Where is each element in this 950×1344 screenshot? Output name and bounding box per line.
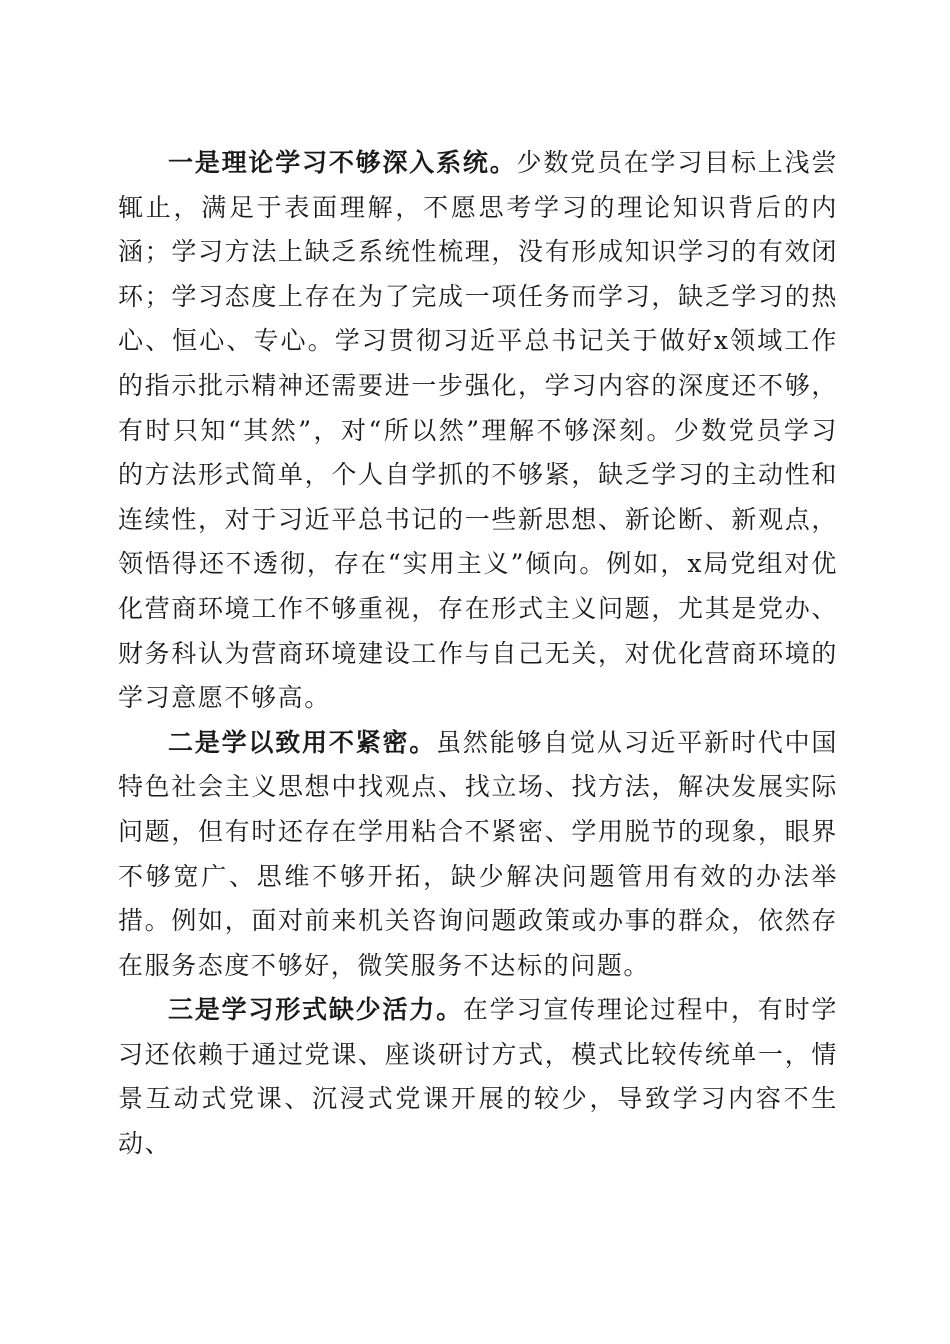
paragraph-2-heading: 二是学以致用不紧密。 — [168, 727, 437, 757]
paragraph-1-text: 少数党员在学习目标上浅尝辄止，满足于表面理解，不愿思考学习的理论知识背后的内涵；学习方法上缺乏系统性梳理，没有形成知识学习的有效闭环；学习态度上存在为了完成一项任务而学习，缺乏学习的热心、恒心、专心。学习贯彻习近平总书记关于做好x领域工作的指示批示精神还需要进一步强化，学习内容的深度还不够，有时只知“其然”，对“所以然”理解不够深刻。少数党员学习的方法形式简单，个人自学抓的不够紧，缺乏学习的主动性和连续性，对于习近平总书记的一些新思想、新论断、新观点，领悟得还不透彻，存在“实用主义”倾向。例如，x局党组对优化营商环境工作不够重视，存在形式主义问题，尤其是党办、财务科认为营商环境建设工作与自己无关，对优化营商环境的学习意愿不够高。 — [118, 148, 839, 713]
paragraph-1 — [118, 141, 838, 721]
paragraph-3-text: 在学习宣传理论过程中，有时学习还依赖于通过党课、座谈研讨方式，模式比较传统单一，情景互动式党课、沉浸式党课开展的较少，导致学习内容不生动、 — [118, 995, 838, 1159]
paragraph-2-text: 虽然能够自觉从习近平新时代中国特色社会主义思想中找观点、找立场、找方法，解决发展实际问题，但有时还存在学用粘合不紧密、学用脱节的现象，眼界不够宽广、思维不够开拓，缺少解决问题管用有效的办法举措。例如，面对前来机关咨询问题政策或办事的群众，依然存在服务态度不够好，微笑服务不达标的问题。 — [118, 727, 838, 980]
paragraph-3-heading: 三是学习形式缺少活力。 — [168, 995, 463, 1025]
paragraph-2 — [118, 721, 838, 989]
document-body — [118, 141, 838, 1167]
paragraph-1-heading: 一是理论学习不够深入系统。 — [168, 148, 517, 177]
paragraph-3 — [118, 988, 838, 1166]
